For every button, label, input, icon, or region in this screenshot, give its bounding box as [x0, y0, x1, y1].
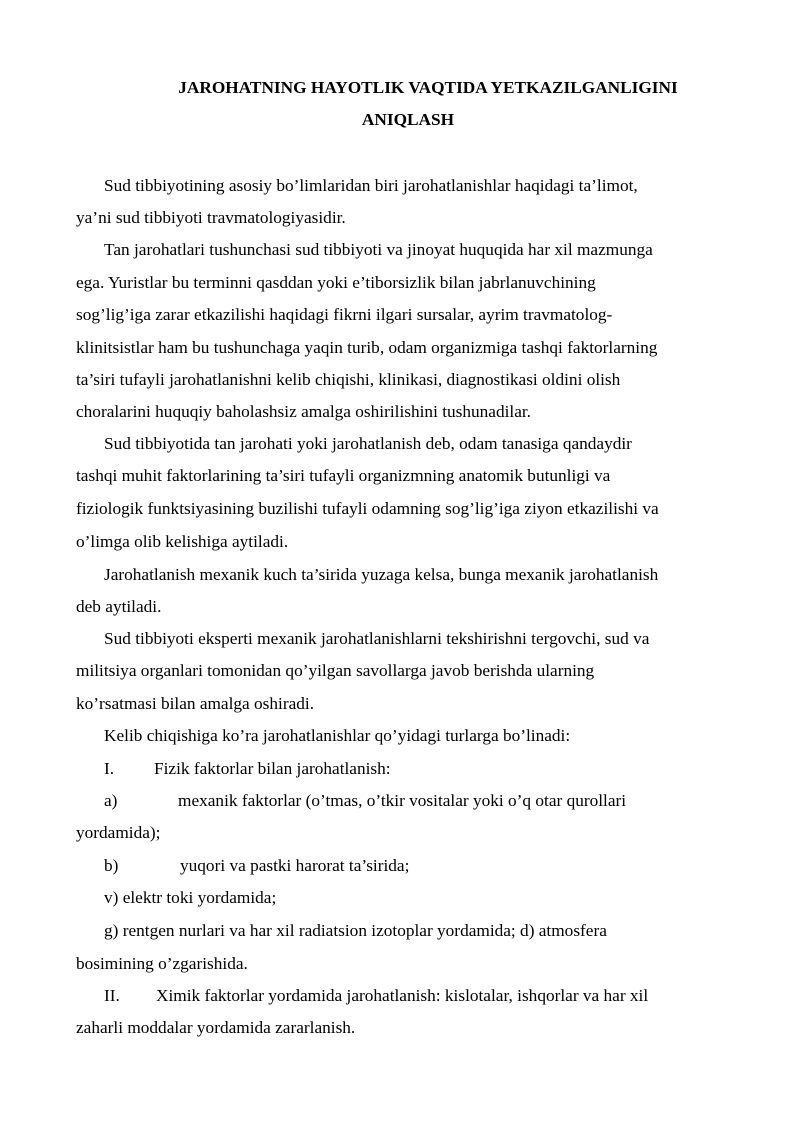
list-marker: a) [104, 791, 118, 810]
list-item-text: mexanik faktorlar (o’tmas, o’tkir vositalar yoki o’q otar qurollari [178, 791, 627, 810]
paragraph-line: tashqi muhit faktorlarining ta’siri tufayli organizmning anatomik butunligi va [76, 466, 611, 485]
list-item-continuation: zaharli moddalar yordamida zararlanish. [76, 1018, 356, 1037]
list-item-v: v) elektr toki yordamida; [104, 888, 277, 907]
paragraph-line: Kelib chiqishiga ko’ra jarohatlanishlar qo’yidagi turlarga bo’linadi: [104, 726, 571, 745]
paragraph-line: ega. Yuristlar bu terminni qasddan yoki e’tiborsizlik bilan jabrlanuvchining [76, 273, 596, 292]
paragraph-line: ko’rsatmasi bilan amalga oshiradi. [76, 694, 315, 713]
paragraph-line: o’limga olib kelishiga aytiladi. [76, 532, 289, 551]
list-item-b [104, 856, 409, 876]
paragraph-line: Sud tibbiyoti eksperti mexanik jarohatlanishlarni tekshirishni tergovchi, sud va [104, 629, 650, 648]
paragraph-line: ya’ni sud tibbiyoti travmatologiyasidir. [76, 208, 346, 227]
paragraph-line: Sud tibbiyotida tan jarohati yoki jarohatlanish deb, odam tanasiga qandaydir [104, 434, 632, 453]
list-item-text: yuqori va pastki harorat ta’sirida; [180, 856, 410, 875]
paragraph-line: deb aytiladi. [76, 597, 162, 616]
list-item-continuation: yordamida); [76, 823, 161, 842]
list-item-text: Fizik faktorlar bilan jarohatlanish: [154, 759, 391, 778]
list-item-text: Ximik faktorlar yordamida jarohatlanish: kislotalar, ishqorlar va har xil [156, 986, 649, 1005]
paragraph-line: Jarohatlanish mexanik kuch ta’sirida yuzaga kelsa, bunga mexanik jarohatlanish [104, 565, 659, 584]
list-marker: I. [104, 759, 115, 778]
list-item-g: g) rentgen nurlari va har xil radiatsion izotoplar yordamida; d) atmosfera [104, 921, 607, 940]
paragraph-line: ta’siri tufayli jarohatlanishni kelib chiqishi, klinikasi, diagnostikasi oldini olish [76, 370, 621, 389]
document-title-line-2: ANIQLASH [361, 110, 455, 129]
list-item-continuation: bosimining o’zgarishida. [76, 954, 248, 973]
paragraph-line: sog’lig’iga zarar etkazilishi haqidagi fikrni ilgari sursalar, ayrim travmatolog- [76, 305, 613, 324]
paragraph-line: Sud tibbiyotining asosiy bo’limlaridan biri jarohatlanishlar haqidagi ta’limot, [104, 176, 638, 195]
paragraph-line: choralarini huquqiy baholashsiz amalga oshirilishini tushunadilar. [76, 402, 531, 421]
list-marker: b) [104, 856, 119, 875]
paragraph-line: militsiya organlari tomonidan qo’yilgan savollarga javob berishda ularning [76, 661, 595, 680]
list-item-a [104, 791, 626, 811]
paragraph-line: fiziologik funktsiyasining buzilishi tufayli odamning sog’lig’iga ziyon etkazilishi va [76, 499, 659, 518]
list-item-roman-1 [104, 759, 391, 779]
list-item-roman-2 [104, 986, 648, 1006]
paragraph-line: klinitsistlar ham bu tushunchaga yaqin turib, odam organizmiga tashqi faktorlarning [76, 338, 658, 357]
document-title-line-1: JAROHATNING HAYOTLIK VAQTIDA YETKAZILGANLIGINI [178, 78, 678, 97]
paragraph-line: Tan jarohatlari tushunchasi sud tibbiyoti va jinoyat huquqida har xil mazmunga [104, 240, 653, 259]
list-marker: II. [104, 986, 120, 1005]
